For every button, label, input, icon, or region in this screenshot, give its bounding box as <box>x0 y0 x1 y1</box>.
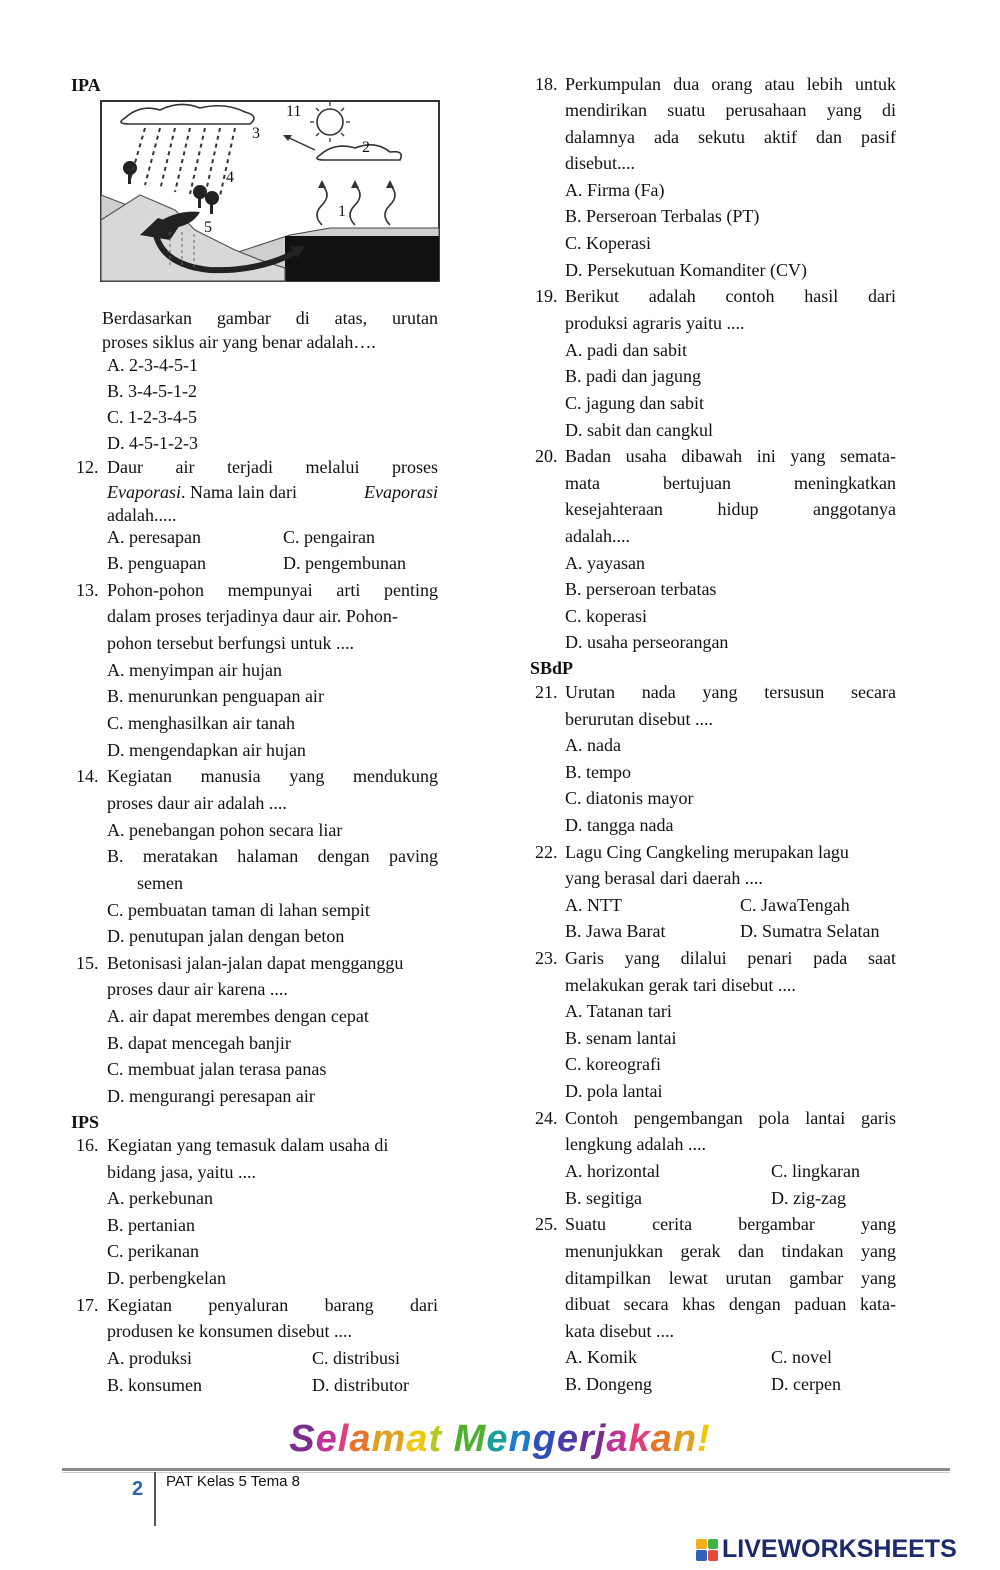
logo-square-4 <box>708 1550 719 1561</box>
q18-option-c[interactable]: C. Koperasi <box>565 233 651 253</box>
greeting-letter: g <box>532 1418 557 1460</box>
q17-option-d[interactable]: D. distributor <box>312 1375 409 1395</box>
q21-option-c[interactable]: C. diatonis mayor <box>565 788 694 808</box>
greeting-banner <box>0 1418 1000 1461</box>
greeting-letter: ! <box>697 1418 711 1460</box>
greeting-letter: j <box>594 1418 607 1460</box>
q22-option-a[interactable]: A. NTT <box>565 895 622 915</box>
greeting-letter <box>442 1418 454 1460</box>
q23-stem-line2: melakukan gerak tari disebut .... <box>565 975 796 995</box>
q15-stem-line1: Betonisasi jalan-jalan dapat mengganggu <box>107 953 404 973</box>
logo-square-3 <box>696 1550 707 1561</box>
q15-option-a[interactable]: A. air dapat merembes dengan cepat <box>107 1006 369 1026</box>
q11-option-b[interactable]: B. 3-4-5-1-2 <box>107 381 197 401</box>
q18-number: 18. <box>535 74 558 94</box>
q21-option-a[interactable]: A. nada <box>565 735 621 755</box>
q20-option-a[interactable]: A. yayasan <box>565 553 645 573</box>
diagram-label-3: 3 <box>252 125 260 142</box>
q25-stem-line4: dibuat secara khas dengan paduan kata- <box>565 1294 896 1314</box>
q17-option-a[interactable]: A. produksi <box>107 1348 192 1368</box>
q12-stem-line2 <box>107 481 438 503</box>
q16-stem-line1: Kegiatan yang temasuk dalam usaha di <box>107 1135 389 1155</box>
q24-stem-line2: lengkung adalah .... <box>565 1134 706 1154</box>
q15-option-b[interactable]: B. dapat mencegah banjir <box>107 1033 291 1053</box>
q25-option-c[interactable]: C. novel <box>771 1347 832 1367</box>
q19-option-d[interactable]: D. sabit dan cangkul <box>565 420 713 440</box>
q16-option-a[interactable]: A. perkebunan <box>107 1188 213 1208</box>
greeting-letter: a <box>349 1418 372 1460</box>
q25-option-b[interactable]: B. Dongeng <box>565 1374 652 1394</box>
section-heading-sbdp: SBdP <box>530 658 574 678</box>
q16-stem-line2: bidang jasa, yaitu .... <box>107 1162 256 1182</box>
q13-option-a[interactable]: A. menyimpan air hujan <box>107 660 282 680</box>
q17-stem-line2: produsen ke konsumen disebut .... <box>107 1321 352 1341</box>
q25-option-d[interactable]: D. cerpen <box>771 1374 841 1394</box>
greeting-letter: m <box>371 1418 407 1460</box>
q14-option-c[interactable]: C. pembuatan taman di lahan sempit <box>107 900 370 920</box>
page-number: 2 <box>132 1478 144 1500</box>
q12-stem-text: . Nama lain dari <box>181 482 297 502</box>
q11-option-c[interactable]: C. 1-2-3-4-5 <box>107 407 197 427</box>
q18-option-b[interactable]: B. Perseroan Terbalas (PT) <box>565 206 760 226</box>
q21-stem-line2: berurutan disebut .... <box>565 709 713 729</box>
q22-stem-line2: yang berasal dari daerah .... <box>565 868 763 888</box>
q22-number: 22. <box>535 842 558 862</box>
q14-stem-line2: proses daur air adalah .... <box>107 793 287 813</box>
q23-option-d[interactable]: D. pola lantai <box>565 1081 663 1101</box>
logo-square-1 <box>696 1539 707 1550</box>
q15-option-d[interactable]: D. mengurangi peresapan air <box>107 1086 315 1106</box>
greeting-letter: a <box>650 1418 673 1460</box>
q14-option-a[interactable]: A. penebangan pohon secara liar <box>107 820 343 840</box>
q20-stem-line1: Badan usaha dibawah ini yang semata- <box>565 446 896 466</box>
q14-option-b-line1[interactable]: B. meratakan halaman dengan paving <box>107 846 438 866</box>
q18-option-d[interactable]: D. Persekutuan Komanditer (CV) <box>565 260 807 280</box>
q12-term-evaporasi-2: Evaporasi <box>364 482 438 502</box>
q19-option-b[interactable]: B. padi dan jagung <box>565 366 701 386</box>
logo-square-2 <box>708 1539 719 1550</box>
q16-number: 16. <box>76 1135 99 1155</box>
q15-number: 15. <box>76 953 99 973</box>
q25-stem-line5: kata disebut .... <box>565 1321 674 1341</box>
q12-option-a[interactable]: A. peresapan <box>107 527 201 547</box>
section-heading-ips: IPS <box>71 1112 100 1132</box>
q18-stem-line1: Perkumpulan dua orang atau lebih untuk <box>565 74 896 94</box>
q25-stem-line3: ditampilkan lewat urutan gambar yang <box>565 1268 896 1288</box>
q24-option-d[interactable]: D. zig-zag <box>771 1188 846 1208</box>
greeting-letter: e <box>315 1418 338 1460</box>
q18-option-a[interactable]: A. Firma (Fa) <box>565 180 665 200</box>
q24-option-b[interactable]: B. segitiga <box>565 1188 642 1208</box>
q20-option-d[interactable]: D. usaha perseorangan <box>565 632 729 652</box>
liveworksheets-logo-icon <box>696 1539 718 1561</box>
q13-number: 13. <box>76 580 99 600</box>
diagram-label-1: 1 <box>338 203 346 220</box>
q22-option-b[interactable]: B. Jawa Barat <box>565 921 666 941</box>
q21-option-b[interactable]: B. tempo <box>565 762 631 782</box>
diagram-label-2: 2 <box>362 139 370 156</box>
greeting-letter: M <box>453 1418 487 1460</box>
greeting-letter: n <box>672 1418 698 1460</box>
q19-stem-line1: Berikut adalah contoh hasil dari <box>565 286 896 306</box>
q21-option-d[interactable]: D. tangga nada <box>565 815 674 835</box>
q12-option-b[interactable]: B. penguapan <box>107 553 206 573</box>
q12-stem-line3: adalah..... <box>107 505 177 525</box>
q13-option-b[interactable]: B. menurunkan penguapan air <box>107 686 324 706</box>
q24-stem-line1: Contoh pengembangan pola lantai garis <box>565 1108 896 1128</box>
q24-option-a[interactable]: A. horizontal <box>565 1161 660 1181</box>
q13-stem-line2: dalam proses terjadinya daur air. Pohon- <box>107 606 398 626</box>
greeting-letter: r <box>579 1418 595 1460</box>
q13-option-c[interactable]: C. menghasilkan air tanah <box>107 713 295 733</box>
q20-number: 20. <box>535 446 558 466</box>
q25-option-a[interactable]: A. Komik <box>565 1347 637 1367</box>
diagram-label-4: 4 <box>226 169 234 186</box>
q20-stem-line3: kesejahteraan hidup anggotanya <box>565 499 896 519</box>
q19-option-a[interactable]: A. padi dan sabit <box>565 340 687 360</box>
greeting-letter: k <box>628 1418 651 1460</box>
q14-option-b-line2[interactable]: semen <box>137 873 183 893</box>
q17-option-b[interactable]: B. konsumen <box>107 1375 203 1395</box>
q14-option-d[interactable]: D. penutupan jalan dengan beton <box>107 926 345 946</box>
q19-stem-line2: produksi agraris yaitu .... <box>565 313 745 333</box>
q23-option-c[interactable]: C. koreografi <box>565 1054 661 1074</box>
q23-option-b[interactable]: B. senam lantai <box>565 1028 677 1048</box>
q21-stem-line1: Urutan nada yang tersusun secara <box>565 682 896 702</box>
q22-option-d[interactable]: D. Sumatra Selatan <box>740 921 880 941</box>
q17-stem-line1: Kegiatan penyaluran barang dari <box>107 1295 438 1315</box>
q13-stem-line3: pohon tersebut berfungsi untuk .... <box>107 633 354 653</box>
q11-option-d[interactable]: D. 4-5-1-2-3 <box>107 433 198 453</box>
q18-stem-line4: disebut.... <box>565 153 635 173</box>
q20-stem-line4: adalah.... <box>565 526 630 546</box>
q19-number: 19. <box>535 286 558 306</box>
liveworksheets-brand[interactable] <box>696 1535 957 1564</box>
greeting-letter: t <box>428 1418 443 1460</box>
greeting-letter: l <box>337 1418 350 1460</box>
q11-stem-line2: proses siklus air yang benar adalah…. <box>102 332 376 352</box>
q22-option-c[interactable]: C. JawaTengah <box>740 895 850 915</box>
diagram-label-11: 11 <box>286 103 302 120</box>
q12-term-evaporasi: Evaporasi <box>107 482 181 502</box>
diagram-label-5: 5 <box>204 219 212 236</box>
section-heading-ipa: IPA <box>71 75 101 95</box>
q23-option-a[interactable]: A. Tatanan tari <box>565 1001 672 1021</box>
q25-stem-line2: menunjukkan gerak dan tindakan yang <box>565 1241 896 1261</box>
footer-rule <box>62 1468 950 1471</box>
q23-number: 23. <box>535 948 558 968</box>
q24-number: 24. <box>535 1108 558 1128</box>
q16-option-d[interactable]: D. perbengkelan <box>107 1268 226 1288</box>
q15-stem-line2: proses daur air karena .... <box>107 979 288 999</box>
q20-option-c[interactable]: C. koperasi <box>565 606 647 626</box>
q14-number: 14. <box>76 766 99 786</box>
greeting-letter: a <box>406 1418 429 1460</box>
water-cycle-diagram <box>100 100 440 282</box>
q22-stem-line1: Lagu Cing Cangkeling merupakan lagu <box>565 842 849 862</box>
greeting-letter: e <box>486 1418 509 1460</box>
q25-number: 25. <box>535 1214 558 1234</box>
q17-option-c[interactable]: C. distribusi <box>312 1348 401 1368</box>
q13-option-d[interactable]: D. mengendapkan air hujan <box>107 740 306 760</box>
q19-option-c[interactable]: C. jagung dan sabit <box>565 393 704 413</box>
q20-stem-line2: mata bertujuan meningkatkan <box>565 473 896 493</box>
q12-option-c[interactable]: C. pengairan <box>283 527 375 547</box>
greeting-letter: e <box>556 1418 580 1460</box>
greeting-letter: S <box>289 1418 316 1460</box>
q17-number: 17. <box>76 1295 99 1315</box>
q11-option-a[interactable]: A. 2-3-4-5-1 <box>107 355 198 375</box>
q21-number: 21. <box>535 682 558 702</box>
brand-text: LIVEWORKSHEETS <box>722 1535 957 1563</box>
q12-number: 12. <box>76 457 99 477</box>
q20-option-b[interactable]: B. perseroan terbatas <box>565 579 717 599</box>
q18-stem-line3: dalamnya ada sekutu aktif dan pasif <box>565 127 896 147</box>
q23-stem-line1: Garis yang dilalui penari pada saat <box>565 948 896 968</box>
greeting-letter: a <box>606 1418 629 1460</box>
q13-stem-line1: Pohon-pohon mempunyai arti penting <box>107 580 438 600</box>
q15-option-c[interactable]: C. membuat jalan terasa panas <box>107 1059 327 1079</box>
q18-stem-line2: mendirikan suatu perusahaan yang di <box>565 100 896 120</box>
q24-option-c[interactable]: C. lingkaran <box>771 1161 860 1181</box>
footer-divider <box>154 1472 156 1526</box>
q16-option-c[interactable]: C. perikanan <box>107 1241 199 1261</box>
q25-stem-line1: Suatu cerita bergambar yang <box>565 1214 896 1234</box>
q14-stem-line1: Kegiatan manusia yang mendukung <box>107 766 438 786</box>
q11-stem-line1: Berdasarkan gambar di atas, urutan <box>102 308 438 328</box>
q12-stem-line1: Daur air terjadi melalui proses <box>107 457 438 477</box>
page-label: PAT Kelas 5 Tema 8 <box>166 1473 300 1490</box>
greeting-letter: n <box>508 1418 533 1460</box>
q16-option-b[interactable]: B. pertanian <box>107 1215 195 1235</box>
q12-option-d[interactable]: D. pengembunan <box>283 553 406 573</box>
